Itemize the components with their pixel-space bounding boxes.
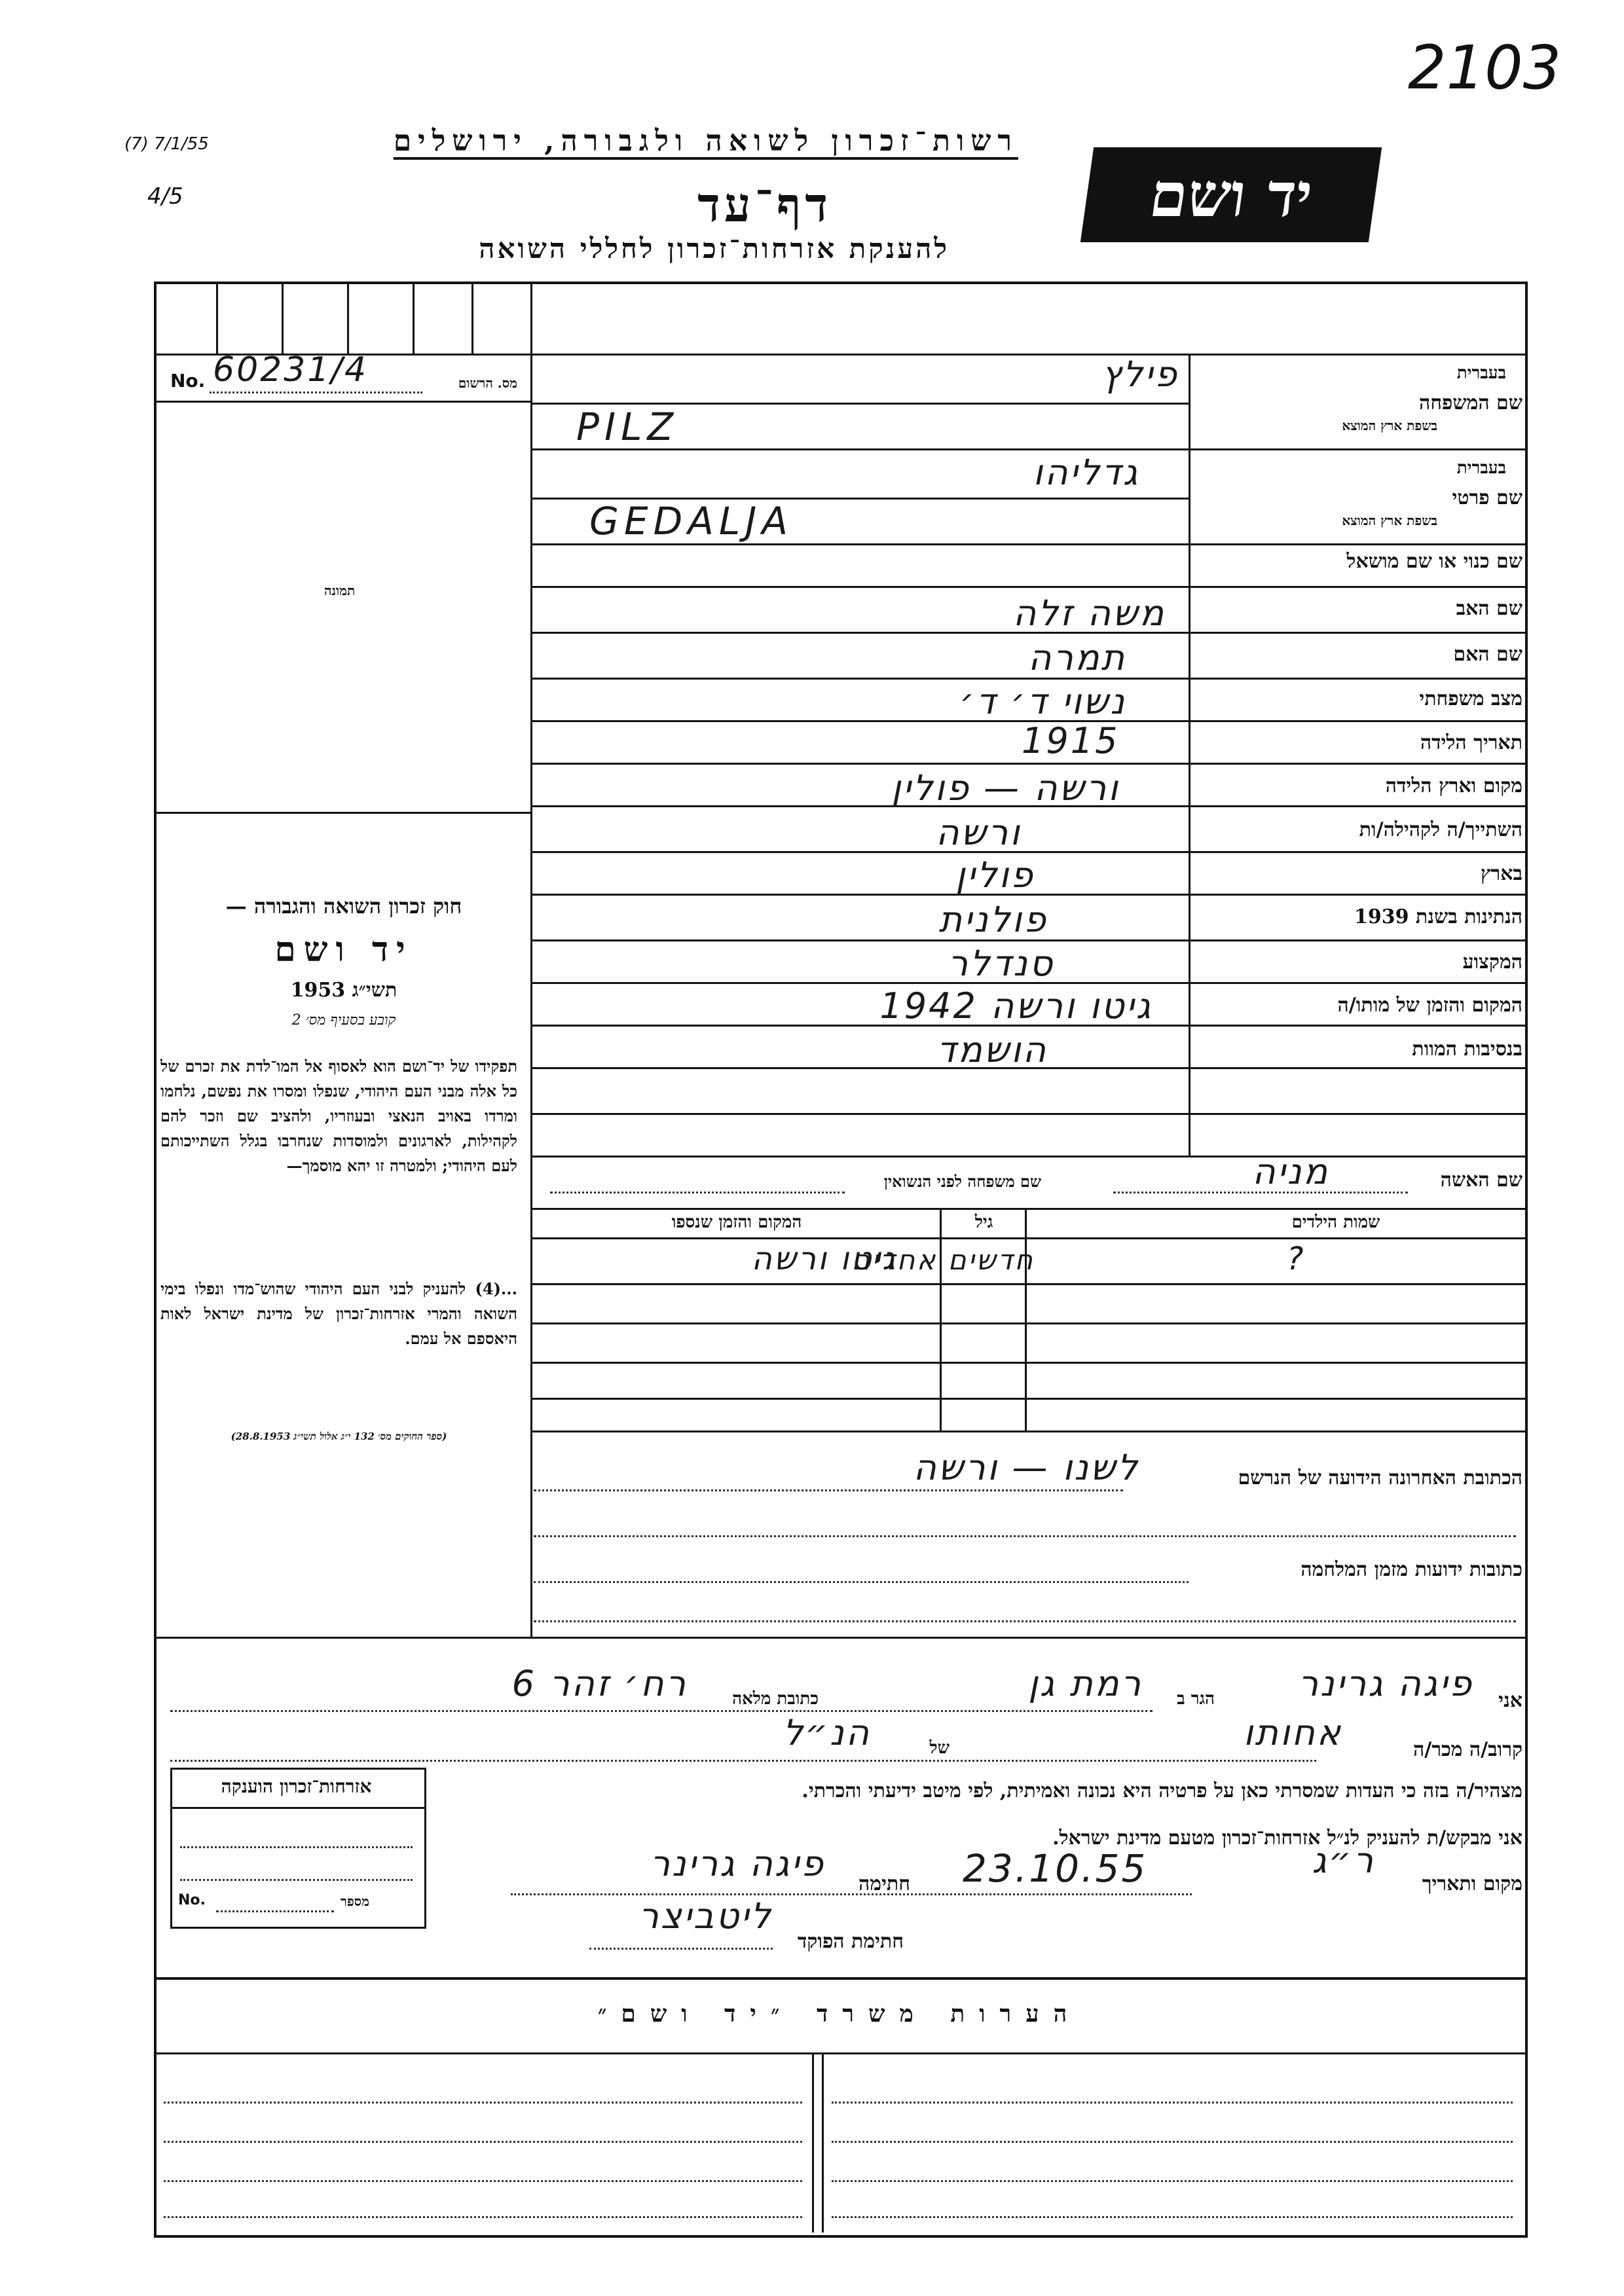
declarant-name: פיגה גרינר: [1298, 1663, 1473, 1704]
surname-label: שם המשפחה: [1418, 392, 1522, 414]
children-names-header: שמות הילדים: [1291, 1212, 1380, 1232]
death-value: גיטו ורשה 1942: [879, 985, 1153, 1027]
declarant-lives-label: הגר ב: [1177, 1689, 1215, 1709]
law-clause: קובע בסעיף מס׳ 2: [291, 1012, 396, 1029]
declarant-address-label: כתובת מלאה: [732, 1689, 819, 1709]
relation-of-label: של: [929, 1738, 950, 1758]
officer-signature: ליטביצר: [638, 1895, 773, 1937]
authority-heading: רשות־זכרון לשואה ולגבורה, ירושלים: [393, 124, 1018, 158]
registration-he-label: מס. הרשום: [458, 375, 517, 391]
circumstances-value: הושמד: [936, 1029, 1048, 1070]
mother-value: תמרה: [1028, 637, 1126, 678]
wife-value: מניה: [1252, 1151, 1329, 1192]
wife-label: שם האשה: [1440, 1169, 1522, 1192]
surname-local-value: PILZ: [576, 405, 679, 449]
margin-mark: (7) 7/1/55: [124, 134, 209, 154]
firstname-local-sublabel: בשפת ארץ המוצא: [1342, 513, 1437, 528]
wartime-label: כתובות ידועות מזמן המלחמה: [1301, 1558, 1522, 1581]
office-notes-heading: הערות משרד ״יד ושם״: [597, 2000, 1082, 2028]
law-year: תשי״ג 1953: [290, 979, 397, 1002]
marital-label: מצב משפחתי: [1419, 687, 1522, 710]
mother-label: שם האם: [1453, 643, 1522, 666]
law-body: תפקידו של יד־ושם הוא לאסוף אל המו־לדת את זכרם של כל אלה מבני העם היהודי, שנפלו ומסרו את נפשם, נלחמו ומרדו באויב הנאצי ובעוזריו, ולהציב שם וזכר להם לקהילות, לארגונים ולמוסדות שנחרבו בגלל השתייכותם לעם היהודי; ולמטרה זו יהא מוסמך—: [160, 1057, 517, 1175]
page-number: 2103: [1408, 33, 1562, 103]
father-value: משה זלה: [1012, 592, 1166, 634]
community-value: ורשה: [936, 812, 1022, 853]
form-title: דף־עד: [697, 177, 832, 232]
registration-number: 60231/4: [213, 350, 369, 390]
citizenship-box-no-label: No.: [178, 1892, 206, 1908]
citizenship-label: הנתינות בשנת 1939: [1354, 905, 1522, 928]
law-clause-4: ...(4) להעניק לבני העם היהודי שהוש־מדו ונפלו בימי השואה והמרי אזרחות־זכרון של מדינת ישראל לאות היאספם אל עמם.: [160, 1279, 517, 1348]
profession-label: המקצוע: [1462, 951, 1522, 974]
circumstances-label: בנסיבות המוות: [1412, 1038, 1522, 1061]
citizenship-box-title: אזרחות־זכרון הוענקה: [221, 1776, 372, 1797]
relation-of-name: הנ״ל: [783, 1712, 871, 1753]
table-row: חדשים אחדים: [851, 1244, 1035, 1276]
children-age-header: גיל: [974, 1212, 993, 1232]
place-value: ר״ג: [1312, 1840, 1375, 1881]
death-label: המקום והזמן של מותו/ה: [1337, 994, 1522, 1017]
birth-place-label: מקום וארץ הלידה: [1385, 774, 1522, 797]
relation-label: קרוב/ה מכר/ה: [1413, 1738, 1522, 1761]
declarant-prefix: אני: [1498, 1689, 1522, 1712]
firstname-local-value: GEDALJA: [589, 499, 794, 543]
address-label: הכתובת האחרונה הידועה של הנרשם: [1238, 1467, 1522, 1489]
form-subtitle: להענקת אזרחות־זכרון לחללי השואה: [479, 232, 950, 264]
table-row: ?: [1287, 1241, 1306, 1277]
birth-place-value: ורשה — פולין: [891, 767, 1120, 809]
citizenship-value: פולנית: [938, 899, 1048, 940]
firstname-he-value: גדליהו: [1033, 452, 1139, 493]
signature-value: פיגה גרינר: [650, 1843, 825, 1884]
signature-label: חתימה: [858, 1872, 910, 1895]
photo-label: תמונה: [324, 583, 356, 598]
marital-value: נשוי ד׳ ד׳: [959, 681, 1126, 722]
birth-date-label: תאריך הלידה: [1420, 731, 1522, 754]
relation-value: אחותו: [1243, 1712, 1342, 1753]
declarant-city: רמת גן: [1028, 1663, 1143, 1704]
date-value: 23.10.55: [963, 1846, 1148, 1891]
law-title: חוק זכרון השואה והגבורה —: [225, 894, 462, 919]
firstname-label: שם פרטי: [1452, 486, 1522, 509]
surname-local-sublabel: בשפת ארץ המוצא: [1342, 418, 1437, 433]
place-date-label: מקום ותאריך: [1422, 1872, 1522, 1895]
yad-vashem-logo: יד ושם: [1080, 147, 1382, 242]
request-text: אני מבקש/ת להעניק לנ״ל אזרחות־זכרון מטעם מדינת ישראל.: [1052, 1827, 1522, 1850]
surname-he-value: פילץ: [1101, 354, 1179, 395]
country-label: בארץ: [1480, 862, 1522, 885]
declaration-text: מצהיר/ה בזה כי העדות שמסרתי כאן על פרטיה היא נכונה ואמיתית, לפי מיטב ידיעתי והכרתי.: [802, 1779, 1522, 1802]
children-place-header: המקום והזמן שנספו: [671, 1212, 802, 1232]
community-label: השתייך/ה לקהילה/ות: [1359, 818, 1522, 841]
firstname-he-sublabel: בעברית: [1456, 458, 1506, 478]
law-source: (ספר החוקים מס׳ 132 י״ג אלול תשי״ג 28.8.1953): [231, 1430, 447, 1442]
surname-he-sublabel: בעברית: [1456, 363, 1506, 383]
law-name: יד ושם: [274, 930, 413, 970]
country-value: פולין: [955, 854, 1035, 896]
margin-mark: 4/5: [147, 183, 183, 210]
registration-no-label: No.: [170, 370, 206, 392]
citizenship-box-he-no: מספר: [341, 1893, 369, 1909]
table-row: גיטו ורשה: [751, 1241, 897, 1277]
address-value: לשנו — ורשה: [913, 1447, 1139, 1488]
profession-value: סנדלר: [948, 943, 1054, 984]
birth-date-value: 1915: [1022, 720, 1120, 761]
declarant-address: רח׳ זהר 6: [511, 1663, 688, 1704]
nickname-label: שם כנוי או שם מושאל: [1346, 550, 1522, 573]
wife-maiden-label: שם משפחה לפני הנשואין: [883, 1172, 1041, 1191]
father-label: שם האב: [1456, 597, 1522, 620]
officer-signature-label: חתימת הפוקד: [797, 1930, 904, 1953]
